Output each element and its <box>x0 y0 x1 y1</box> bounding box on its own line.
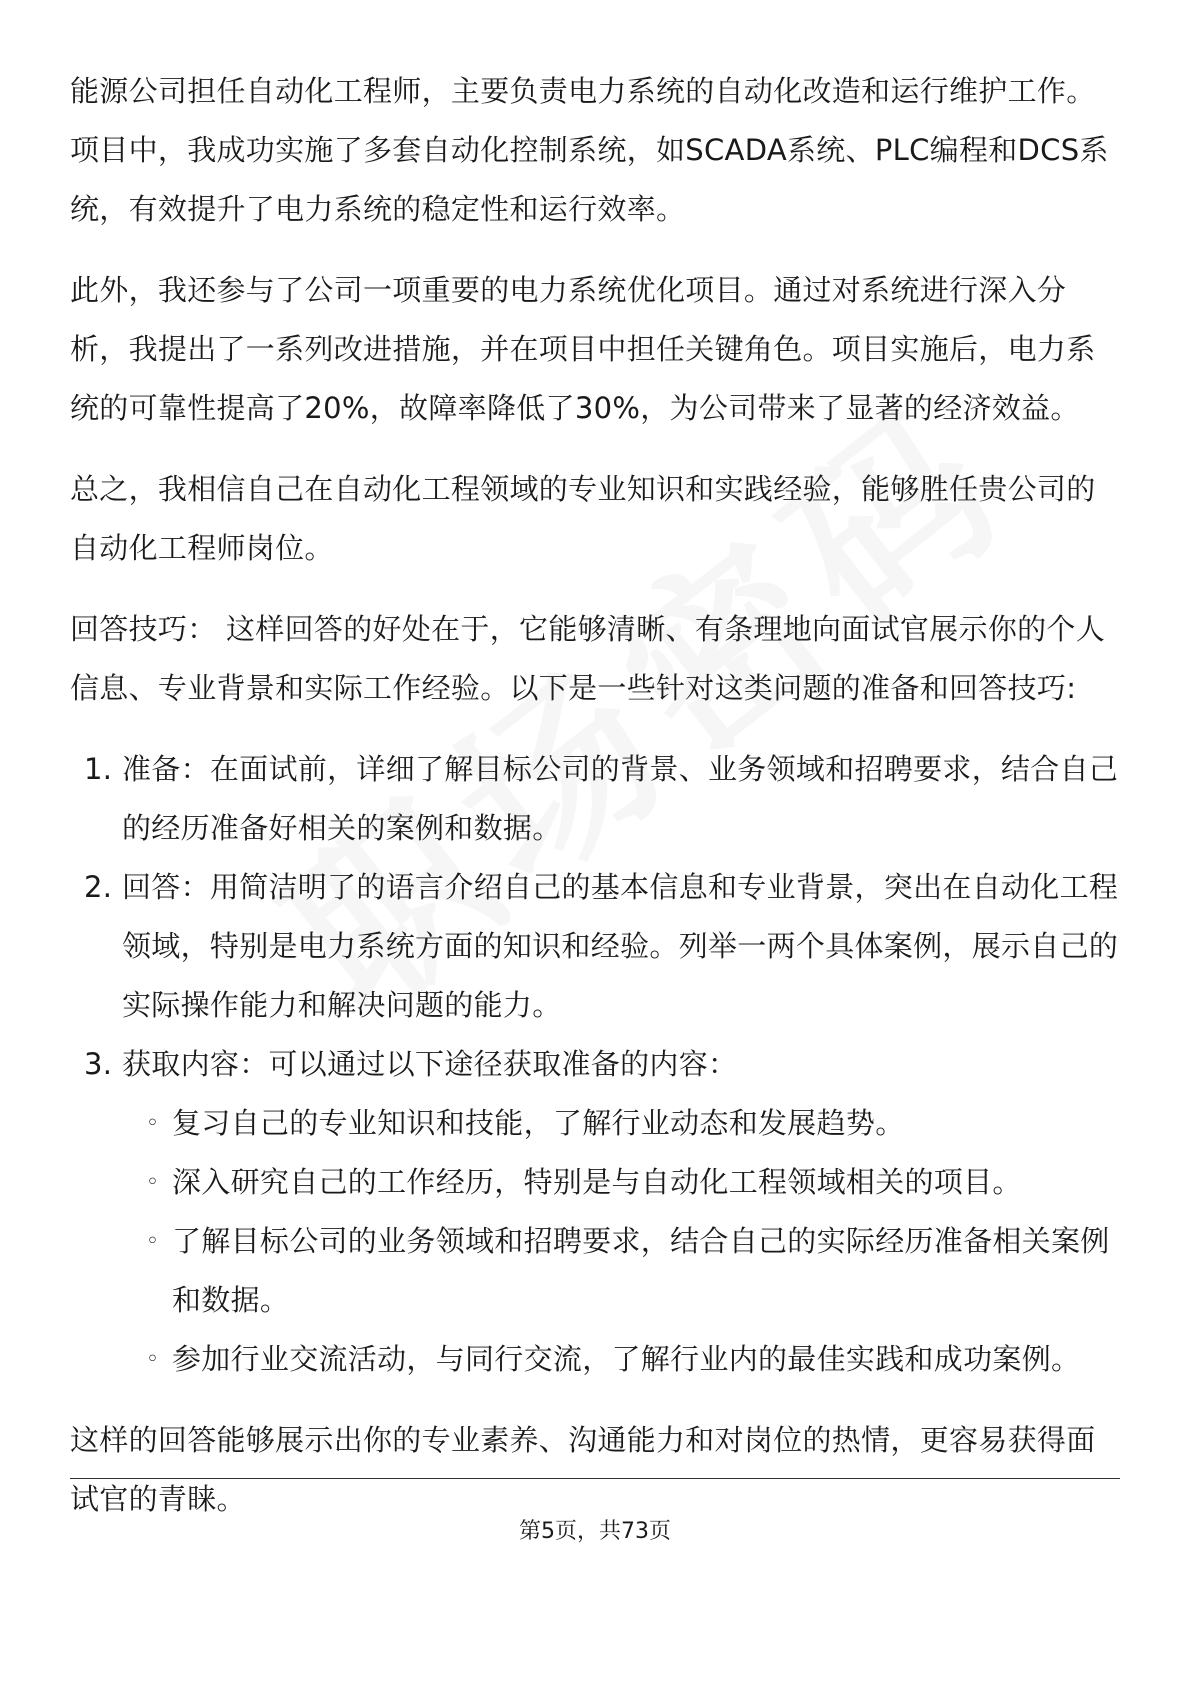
paragraph-closing: 这样的回答能够展示出你的专业素养、沟通能力和对岗位的热情，更容易获得面试官的青睐。 <box>70 1423 1096 1516</box>
sub-list-item <box>122 1212 1120 1330</box>
sub-list-item <box>122 1153 1120 1212</box>
tips-list-item <box>70 740 1120 858</box>
paragraph-answer-tips: 回答技巧： 这样回答的好处在于，它能够清晰、有条理地向面试官展示你的个人信息、专业背景和实际工作经验。以下是一些针对这类问题的准备和回答技巧: <box>70 612 1106 705</box>
list-number: 1. <box>84 752 113 786</box>
list-number: 2. <box>84 870 113 904</box>
sub-list-item-text: 深入研究自己的工作经历，特别是与自动化工程领域相关的项目。 <box>172 1165 1022 1199</box>
page-number: 第5页，共73页 <box>519 1519 671 1544</box>
tips-list-item <box>70 858 1120 1035</box>
tips-list-item <box>70 1035 1120 1389</box>
bullet-icon: ◦ <box>146 1111 160 1136</box>
bullet-icon: ◦ <box>146 1347 160 1372</box>
sub-list-item <box>122 1330 1120 1389</box>
list-item-text: 回答：用简洁明了的语言介绍自己的基本信息和专业背景，突出在自动化工程领域，特别是电力系统方面的知识和经验。列举一两个具体案例，展示自己的实际操作能力和解决问题的能力。 <box>122 870 1119 1022</box>
paragraph-experience: 能源公司担任自动化工程师，主要负责电力系统的自动化改造和运行维护工作。项目中，我成功实施了多套自动化控制系统，如SCADA系统、PLC编程和DCS系统，有效提升了电力系统的稳定性和运行效率。 <box>70 74 1109 226</box>
bullet-icon: ◦ <box>146 1170 160 1195</box>
sub-list-item <box>122 1094 1120 1153</box>
list-number: 3. <box>84 1047 113 1081</box>
sub-list-item-text: 了解目标公司的业务领域和招聘要求，结合自己的实际经历准备相关案例和数据。 <box>172 1224 1110 1317</box>
sub-list <box>122 1094 1120 1389</box>
paragraph-optimization-project: 此外，我还参与了公司一项重要的电力系统优化项目。通过对系统进行深入分析，我提出了一系列改进措施，并在项目中担任关键角色。项目实施后，电力系统的可靠性提高了20%，故障率降低了30%，为公司带来了显著的经济效益。 <box>70 273 1096 425</box>
paragraph-summary: 总之，我相信自己在自动化工程领域的专业知识和实践经验，能够胜任贵公司的自动化工程师岗位。 <box>70 472 1096 565</box>
list-item-text: 准备：在面试前，详细了解目标公司的背景、业务领域和招聘要求，结合自己的经历准备好相关的案例和数据。 <box>122 752 1119 845</box>
tips-list <box>70 740 1120 1389</box>
sub-list-item-text: 参加行业交流活动，与同行交流，了解行业内的最佳实践和成功案例。 <box>172 1342 1081 1376</box>
sub-list-item-text: 复习自己的专业知识和技能，了解行业动态和发展趋势。 <box>172 1106 905 1140</box>
list-item-text: 获取内容：可以通过以下途径获取准备的内容： <box>122 1047 738 1081</box>
document-body <box>70 62 1120 1551</box>
bullet-icon: ◦ <box>146 1229 160 1254</box>
